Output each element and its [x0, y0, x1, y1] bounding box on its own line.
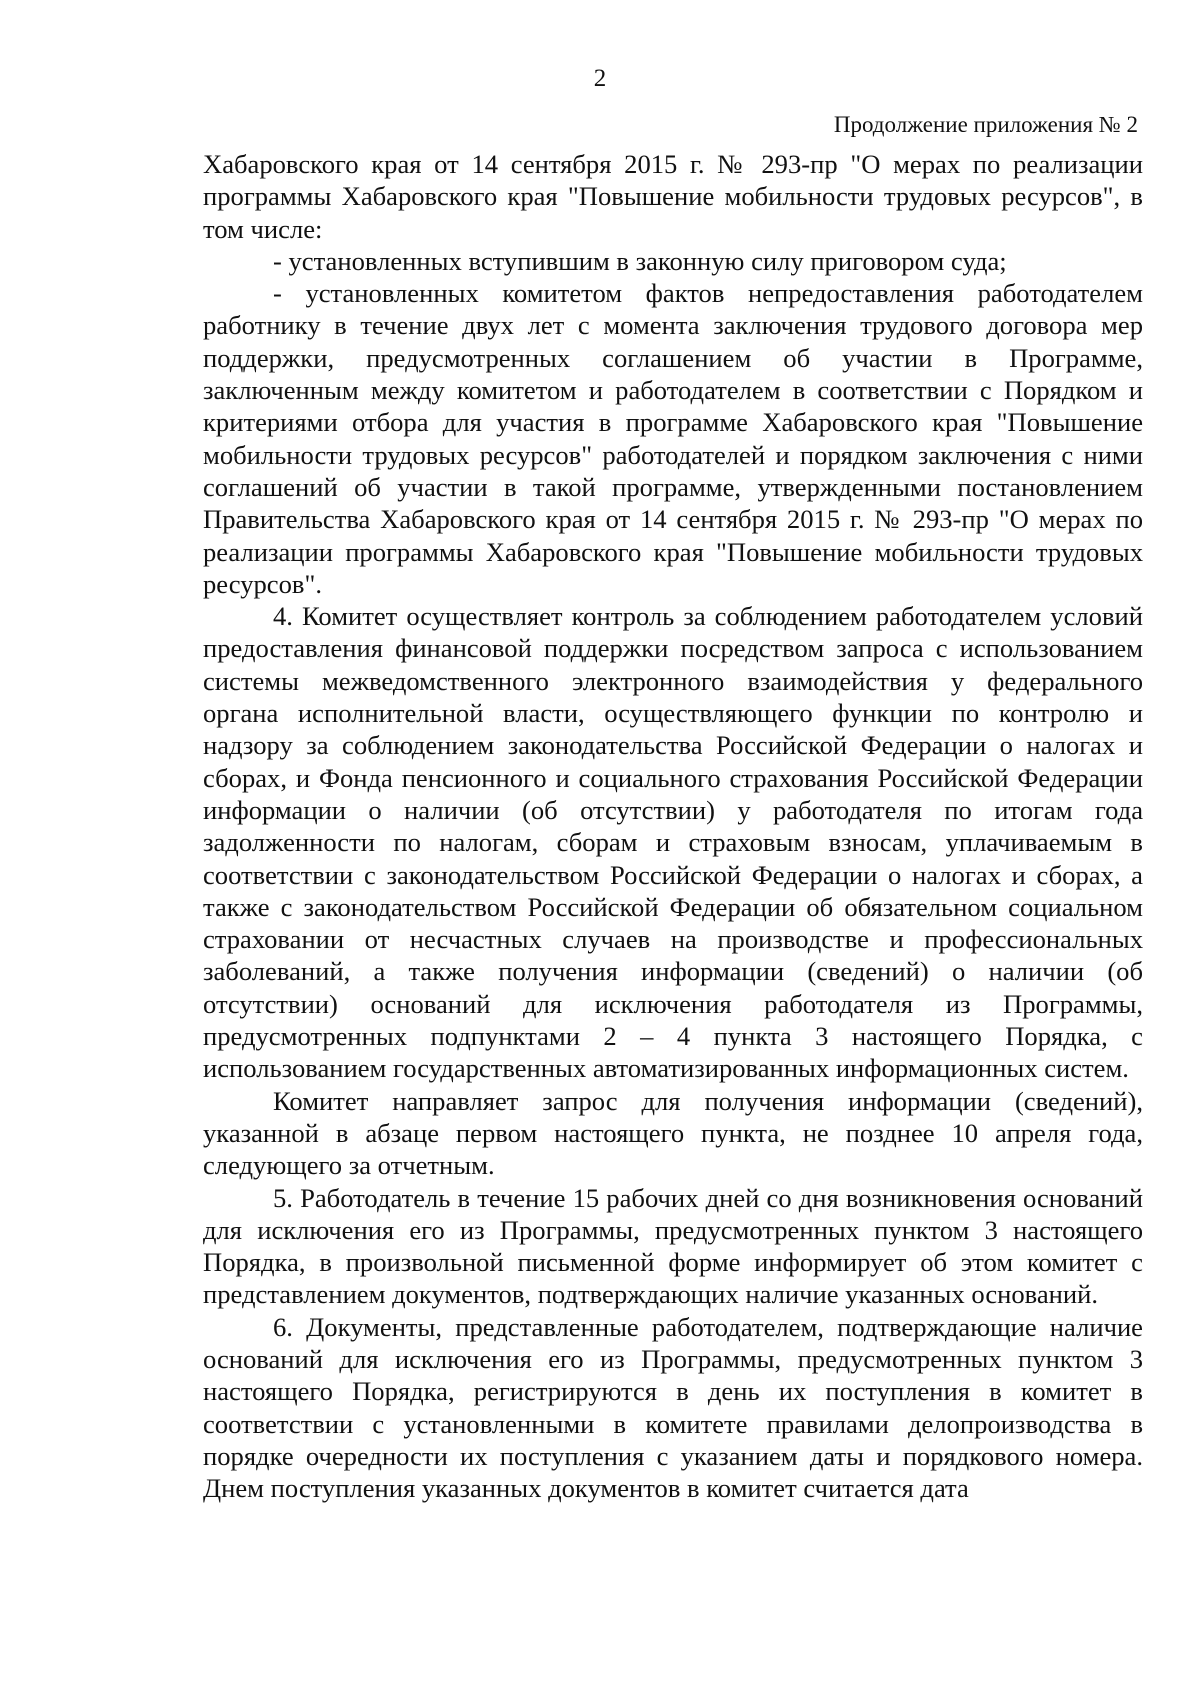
paragraph: 5. Работодатель в течение 15 рабочих дней со дня возникновения оснований для исключения его из Программы, предусмотренных пунктом 3 настоящего Порядка, в произвольной письменной форме информирует об этом комитет с представлением документов, подтверждающих наличие указанных оснований. — [203, 1182, 1143, 1310]
appendix-continuation-label: Продолжение приложения № 2 — [833, 112, 1138, 137]
paragraph: Хабаровского края от 14 сентября 2015 г. № 293-пр "О мерах по реализации программы Хабаровского края "Повышение мобильности трудовых ресурсов", в том числе: — [203, 149, 1143, 244]
paragraph: - установленных комитетом фактов непредоставления работодателем работнику в течение двух лет с момента заключения трудового договора мер поддержки, предусмотренных соглашением об участии в Программе, заключенным между комитетом и работодателем в соответствии с Порядком и критериями отбора для участия в программе Хабаровского края "Повышение мобильности трудовых ресурсов" работодателей и порядком заключения с ними соглашений об участии в такой программе, утвержденными постановлением Правительства Хабаровского края от 14 сентября 2015 г. № 293-пр "О мерах по реализации программы Хабаровского края "Повышение мобильности трудовых ресурсов". — [203, 278, 1143, 599]
paragraph: 4. Комитет осуществляет контроль за соблюдением работодателем условий предоставления финансовой поддержки посредством запроса с использованием системы межведомственного электронного взаимодействия у федерального органа исполнительной власти, осуществляющего функции по контролю и надзору за соблюдением законодательства Российской Федерации о налогах и сборах, и Фонда пенсионного и социального страхования Российской Федерации информации о наличии (об отсутствии) у работодателя по итогам года задолженности по налогам, сборам и страховым взносам, уплачиваемым в соответствии с законодательством Российской Федерации о налогах и сборах, а также с законодательством Российской Федерации об обязательном социальном страховании от несчастных случаев на производстве и профессиональных заболеваний, а также получения информации (сведений) о наличии (об отсутствии) оснований для исключения работодателя из Программы, предусмотренных подпунктами 2 – 4 пункта 3 настоящего Порядка, с использованием государственных автоматизированных информационных систем. — [203, 601, 1143, 1084]
document-body — [203, 148, 1143, 1504]
page-number: 2 — [593, 65, 607, 92]
paragraph: Комитет направляет запрос для получения информации (сведений), указанной в абзаце первом настоящего пункта, не позднее 10 апреля года, следующего за отчетным. — [203, 1085, 1143, 1181]
paragraph: - установленных вступившим в законную силу приговором суда; — [273, 245, 1007, 276]
paragraph: 6. Документы, представленные работодателем, подтверждающие наличие оснований для исключения его из Программы, предусмотренных пунктом 3 настоящего Порядка, регистрируются в день их поступления в комитет в соответствии с установленными в комитете правилами делопроизводства в порядке очередности их поступления с указанием даты и порядкового номера. Днем поступления указанных документов в комитет считается дата — [203, 1311, 1143, 1504]
